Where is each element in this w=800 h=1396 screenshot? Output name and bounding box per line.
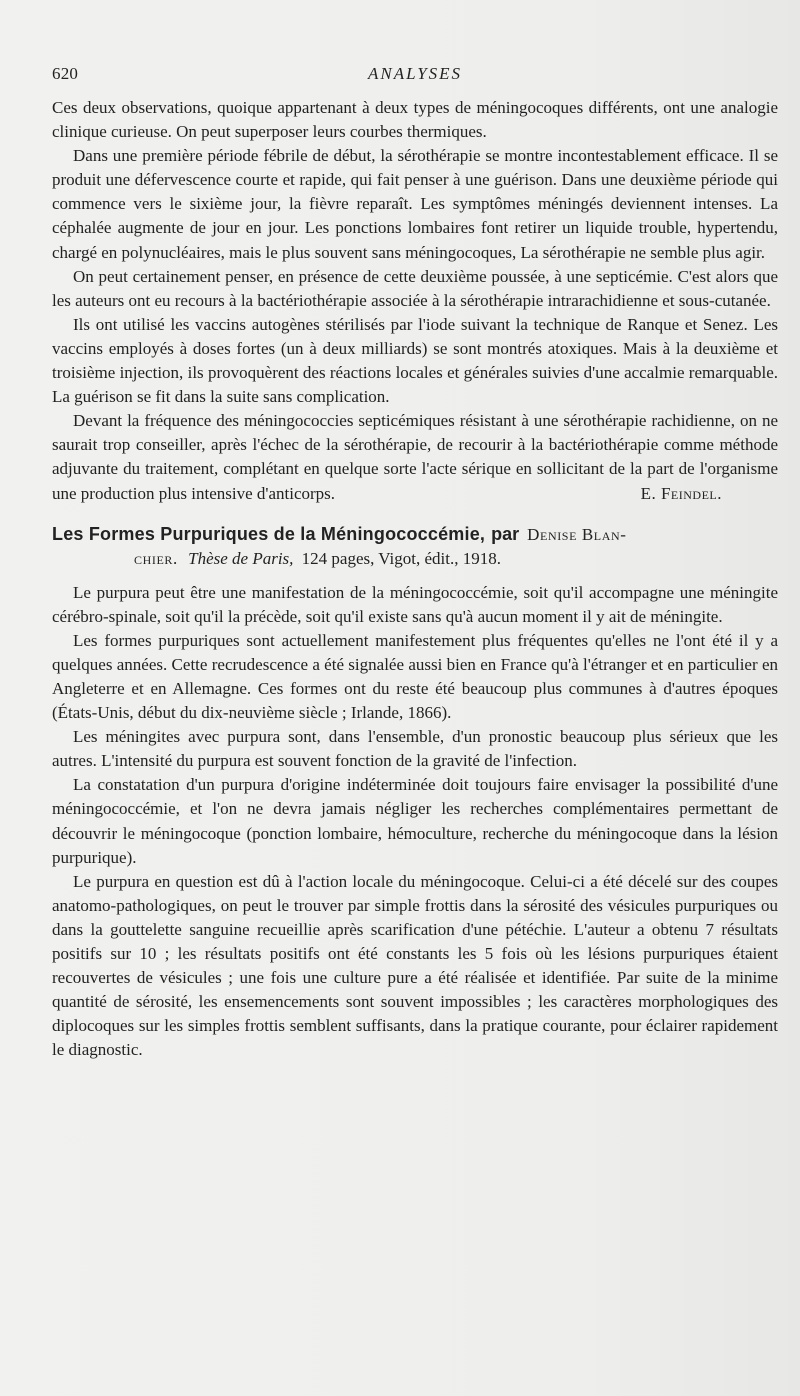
footer-space [52, 1062, 778, 1082]
paragraph: On peut certainement penser, en présence de cette deuxième poussée, à une septicémie. C'est alors que les auteurs ont eu recours à la bactériothérapie associée à la sérothérapie intrarachidienne et sous-cutanée. [52, 266, 778, 310]
paragraph: Dans une première période fébrile de début, la sérothérapie se montre incontestablement efficace. Il se produit une défervescence courte et rapide, qui fait penser à une guérison. Dans une deuxième période qui commence vers le sixième jour, la fièvre reparaît. Les symptômes méningés deviennent intenses. La céphalée augmente de jour en jour. Les ponctions lombaires font retirer un liquide trouble, hypertendu, chargé en polynucléaires, mais le plus souvent sans méningocoques, La sérothérapie ne semble plus agir. [52, 146, 778, 262]
article-author-continued: chier. [134, 548, 178, 568]
article-title-block [52, 522, 778, 571]
paragraph: Les formes purpuriques sont actuellement manifestement plus fréquentes qu'elles ne l'ont été il y a quelques années. Cette recrudescence a été signalée aussi bien en France qu'à l'étranger et en particulier en Angleterre et en Allemagne. Ces formes ont du reste été beaucoup plus communes à d'autres époques (États-Unis, début du dix-neuvième siècle ; Irlande, 1866). [52, 630, 778, 723]
paragraph: La constatation d'un purpura d'origine indéterminée doit toujours faire envisager la possibilité d'une méningococcémie, et l'on ne devra jamais négliger les recherches complémentaires permettant de découvrir le méningocoque (ponction lombaire, hémoculture, recherche du méningocoque dans la lésion purpurique). [52, 775, 778, 867]
paragraph: Ils ont utilisé les vaccins autogènes stérilisés par l'iode suivant la technique de Ranque et Senez. Les vaccins employés à doses fortes (un à deux milliards) se sont montrés atoxiques. Mais à la deuxième et troisième injection, ils provoquèrent des réactions locales et générales suivies d'une accalmie remarquable. La guérison se fit dans la suite sans complication. [52, 314, 778, 407]
paragraph-with-signature [52, 409, 778, 505]
article-title-line [52, 522, 778, 547]
paragraph: Le purpura en question est dû à l'action locale du méningocoque. Celui-ci a été décelé sur des coupes anatomo-pathologiques, on peut le trouver par simple frottis dans la sérosité des vésicules purpuriques ou dans la gouttelette sanguine recueillie après scarification d'une pétéchie. L'auteur a obtenu 7 résultats positifs sur 10 ; les résultats positifs ont été constants les 5 fois où les lésions purpuriques étaient recouvertes de vésicules ; une fois une culture pure a été réalisée et identifiée. Par suite de la minime quantité de sérosité, les ensemencements sont souvent impossibles ; les caractères morphologiques des diplocoques sur les simples frottis semblent suffisants, dans la pratique courante, pour éclairer rapidement le diagnostic. [52, 871, 778, 1060]
body-text [52, 96, 778, 1082]
page-number: 620 [52, 64, 79, 83]
running-header [52, 64, 778, 92]
article-thesis: Thèse de Paris, [188, 548, 294, 568]
paragraph: Les méningites avec purpura sont, dans l'ensemble, d'un pronostic beaucoup plus sérieux que les autres. L'intensité du purpura est souvent fonction de la gravité de l'infection. [52, 727, 778, 771]
signature: E. Feindel. [640, 483, 722, 503]
article-details: 124 pages, Vigot, édit., 1918. [301, 548, 501, 568]
paragraph: Le purpura peut être une manifestation de la méningococcémie, soit qu'il accompagne une méningite cérébro-spinale, soit qu'il la précède, soit qu'il existe sans qu'à aucun moment il y ait de méningite. [52, 582, 778, 626]
article-title: Les Formes Purpuriques de la Méningococcémie, [52, 523, 486, 544]
section-header: ANALYSES [367, 64, 463, 83]
paragraph: Ces deux observations, quoique appartenant à deux types de méningocoques différents, ont une analogie clinique curieuse. On peut superposer leurs courbes thermiques. [52, 98, 778, 142]
paragraph-text: Devant la fréquence des méningococcies septicémiques résistant à une sérothérapie rachidienne, on ne saurait trop conseiller, après l'échec de la sérothérapie, de recourir à la bactériothérapie comme méthode adjuvante du traitement, complétant en quelque sorte l'acte sérique en sollicitant de la part de l'organisme une production plus intensive d'anticorps. [52, 411, 778, 503]
article-title-line [52, 547, 778, 571]
article-par: par [491, 523, 520, 544]
article-author: Denise Blan- [527, 524, 627, 544]
